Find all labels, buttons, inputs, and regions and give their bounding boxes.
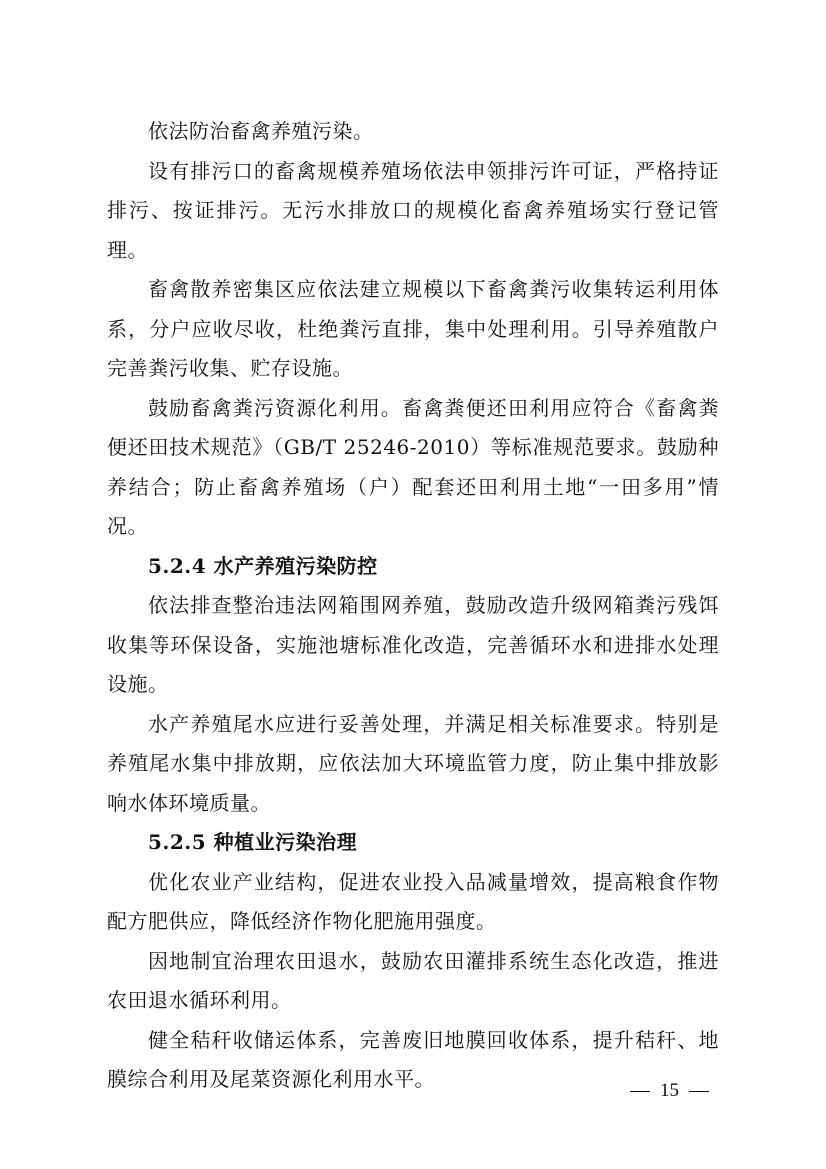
paragraph: 畜禽散养密集区应依法建立规模以下畜禽粪污收集转运利用体系，分户应收尽收，杜绝粪污直排，集中处理利用。引导养殖散户完善粪污收集、贮存设施。 <box>107 277 719 380</box>
paragraph: 鼓励畜禽粪污资源化利用。畜禽粪便还田利用应符合《畜禽粪便还田技术规范》（GB/T 25246-2010）等标准规范要求。鼓励种养结合；防止畜禽养殖场（户）配套还田利用土地“一田多用”情况。 <box>107 395 719 538</box>
paragraph: 优化农业产业结构，促进农业投入品减量增效，提高粮食作物配方肥供应，降低经济作物化肥施用强度。 <box>107 869 719 933</box>
section-heading-5-2-5: 5.2.5 种植业污染治理 <box>148 830 358 854</box>
dash-left <box>630 1091 650 1092</box>
paragraph: 健全秸秆收储运体系，完善废旧地膜回收体系，提升秸秆、地膜综合利用及尾菜资源化利用水平。 <box>107 1027 719 1091</box>
paragraph: 依法排查整治违法网箱围网养殖，鼓励改造升级网箱粪污残饵收集等环保设备，实施池塘标准化改造，完善循环水和进排水处理设施。 <box>107 593 719 696</box>
section-heading-5-2-4: 5.2.4 水产养殖污染防控 <box>148 553 378 578</box>
dash-right <box>689 1091 709 1092</box>
paragraph: 依法防治畜禽养殖污染。 <box>148 119 374 143</box>
page-number-value: 15 <box>660 1080 679 1101</box>
paragraph: 因地制宜治理农田退水，鼓励农田灌排系统生态化改造，推进农田退水循环利用。 <box>107 948 719 1012</box>
page-number <box>630 1080 730 1102</box>
paragraph: 水产养殖尾水应进行妥善处理，并满足相关标准要求。特别是养殖尾水集中排放期，应依法加大环境监管力度，防止集中排放影响水体环境质量。 <box>107 711 719 815</box>
paragraph: 设有排污口的畜禽规模养殖场依法申领排污许可证，严格持证排污、按证排污。无污水排放口的规模化畜禽养殖场实行登记管理。 <box>107 158 719 262</box>
document-body <box>107 112 719 1100</box>
